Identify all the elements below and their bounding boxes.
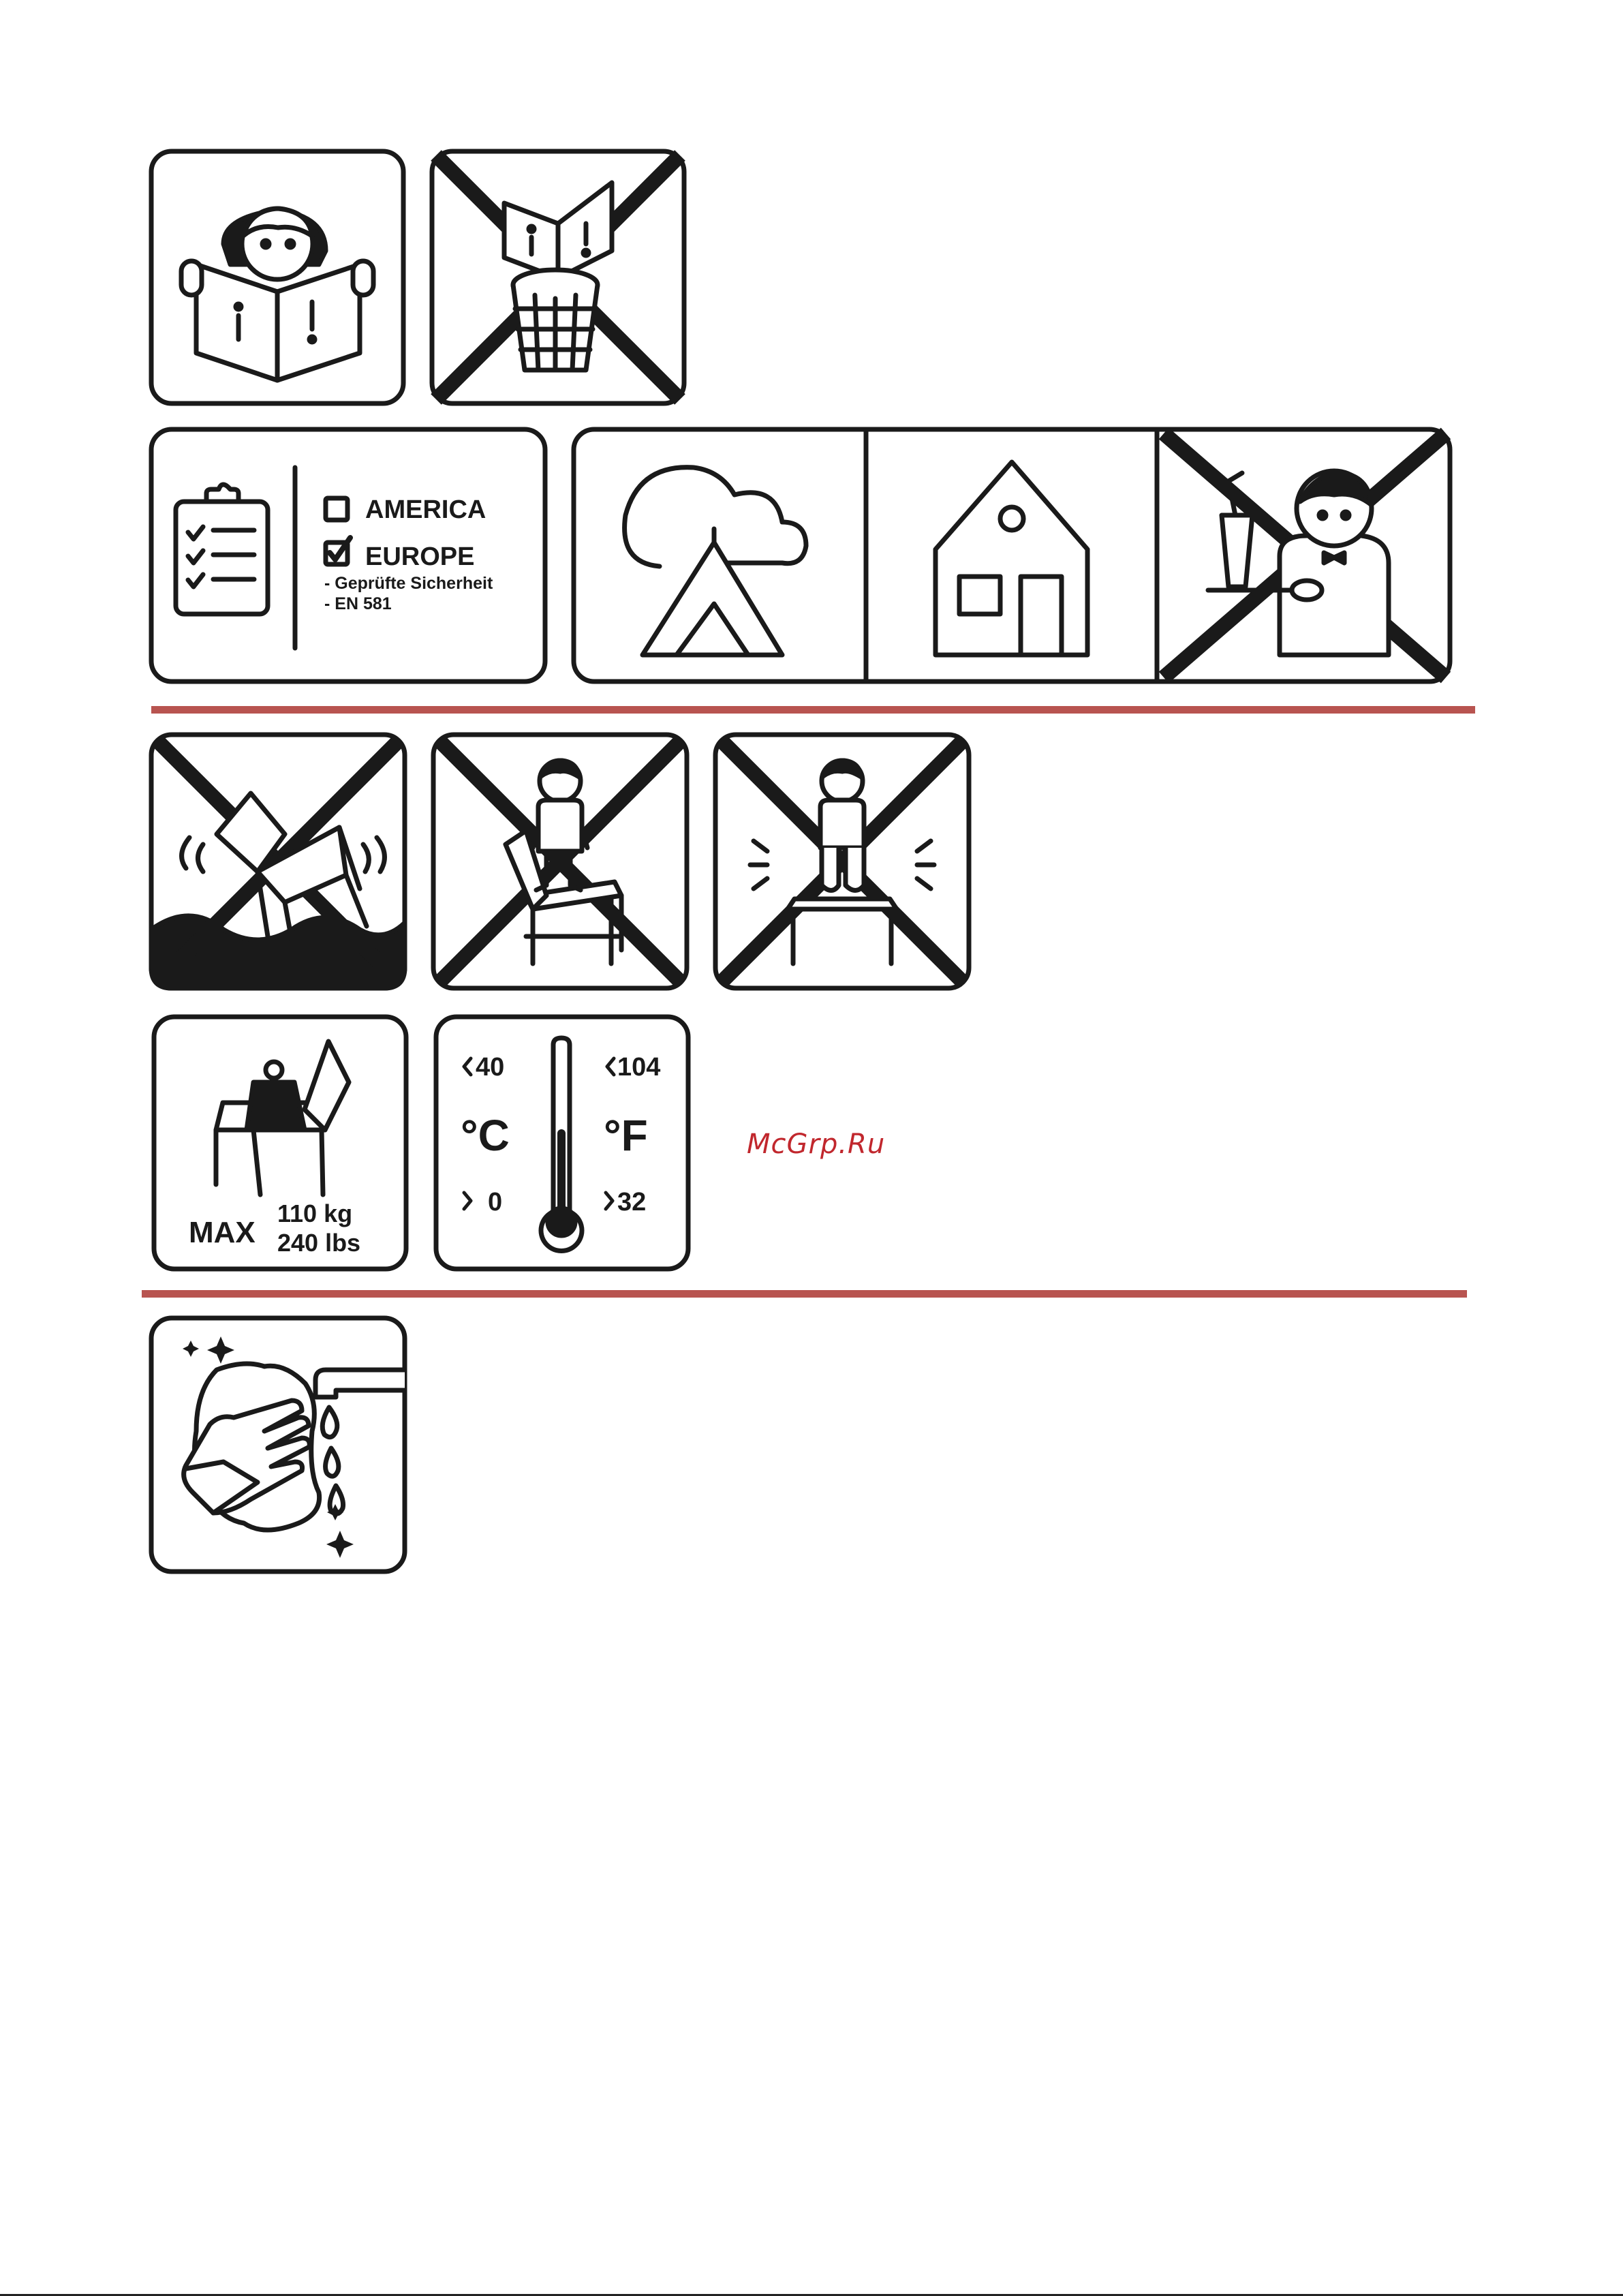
- section-divider: [142, 1290, 1467, 1298]
- no-commercial-use-icon: [1164, 433, 1446, 677]
- clean-with-water-icon: [149, 1315, 407, 1574]
- max-label: MAX: [189, 1216, 256, 1249]
- outdoor-camping-icon: [625, 468, 806, 655]
- celsius-max: 40: [476, 1053, 505, 1082]
- do-not-discard-instructions-icon: [429, 149, 687, 406]
- no-sitting-on-table-icon: [713, 732, 972, 991]
- temperature-range-icon: [433, 1014, 691, 1272]
- indoor-home-icon: [936, 462, 1087, 655]
- max-load-icon: [151, 1014, 409, 1272]
- europe-note-1: - Geprüfte Sicherheit: [324, 574, 493, 593]
- europe-note-2: - EN 581: [324, 594, 392, 613]
- europe-label: EUROPE: [365, 542, 475, 571]
- america-label: AMERICA: [365, 495, 486, 524]
- max-lbs-label: 240 lbs: [277, 1229, 361, 1257]
- celsius-min: 0: [488, 1188, 503, 1216]
- fahrenheit-min: 32: [617, 1188, 647, 1216]
- use-environment-panel: [571, 427, 1453, 684]
- fahrenheit-unit: °F: [604, 1111, 648, 1160]
- fahrenheit-max: 104: [617, 1053, 661, 1082]
- certification-checklist-icon: [149, 427, 548, 684]
- celsius-unit: °C: [461, 1111, 510, 1160]
- section-divider: [151, 706, 1475, 714]
- no-use-in-wind-icon: [149, 732, 407, 991]
- max-kg-label: 110 kg: [277, 1199, 353, 1227]
- watermark-text: McGrp.Ru: [747, 1129, 886, 1160]
- read-instructions-icon: [149, 149, 406, 406]
- no-standing-on-table-icon: [431, 732, 690, 991]
